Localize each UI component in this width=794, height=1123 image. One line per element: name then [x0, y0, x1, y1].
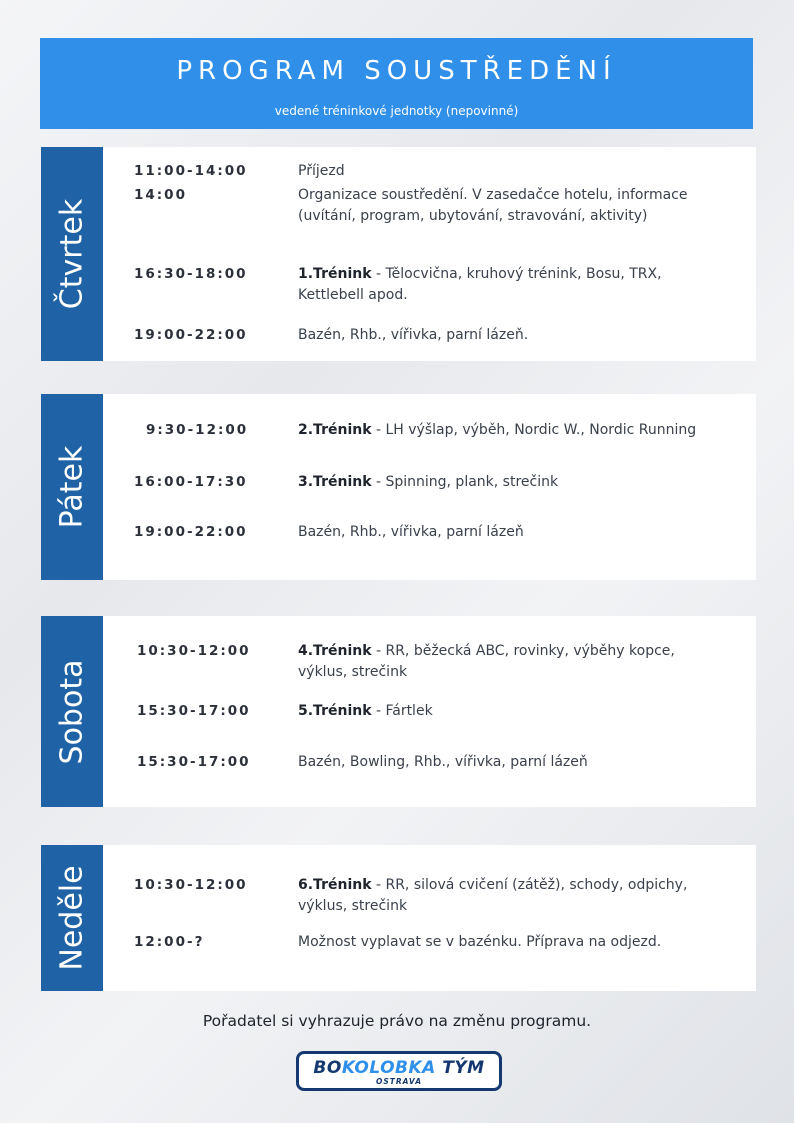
row-desc: 5.Trénink - Fártlek — [298, 703, 433, 719]
day-block-saturday — [41, 616, 756, 807]
day-tab — [41, 845, 103, 991]
row-desc: Organizace soustředění. V zasedačce hotelu, informace (uvítání, program, ubytování, stravování, aktivity) — [298, 187, 688, 224]
logo-subtitle: OSTRAVA — [375, 1077, 423, 1086]
bokolobka-logo — [296, 1051, 502, 1091]
day-tab — [41, 616, 103, 807]
row-time: 10:30-12:00 — [137, 643, 251, 659]
day-tab — [41, 394, 103, 580]
header-banner — [40, 38, 753, 129]
day-tab — [41, 147, 103, 361]
row-time: 19:00-22:00 — [134, 524, 248, 540]
day-block-thursday — [41, 147, 756, 361]
day-label: Neděle — [54, 865, 90, 971]
row-desc: Bazén, Rhb., vířivka, parní lázeň. — [298, 327, 529, 343]
row-desc: Možnost vyplavat se v bazénku. Příprava na odjezd. — [298, 934, 662, 950]
row-desc: Příjezd — [298, 163, 345, 179]
day-label: Čtvrtek — [54, 198, 90, 310]
row-desc: Bazén, Rhb., vířivka, parní lázeň — [298, 524, 524, 540]
day-label: Pátek — [54, 445, 90, 529]
page-title: PROGRAM SOUSTŘEDĚNÍ — [176, 56, 617, 86]
day-block-sunday — [41, 845, 756, 991]
row-time: 12:00-? — [134, 934, 205, 950]
day-label: Sobota — [54, 659, 90, 764]
day-block-friday — [41, 394, 756, 580]
row-desc: 2.Trénink - LH výšlap, výběh, Nordic W., Nordic Running — [298, 422, 697, 438]
row-desc: 4.Trénink - RR, běžecká ABC, rovinky, výběhy kopce, výklus, strečink — [298, 643, 675, 680]
row-desc: 3.Trénink - Spinning, plank, strečink — [298, 474, 559, 490]
row-time: 16:30-18:00 — [134, 266, 248, 282]
row-time: 19:00-22:00 — [134, 327, 248, 343]
row-desc: Bazén, Bowling, Rhb., vířivka, parní lázeň — [298, 754, 588, 770]
disclaimer-note: Pořadatel si vyhrazuje právo na změnu programu. — [202, 1012, 592, 1030]
page-subtitle: vedené tréninkové jednotky (nepovinné) — [274, 104, 519, 118]
row-desc: 1.Trénink - Tělocvična, kruhový trénink, Bosu, TRX, Kettlebell apod. — [298, 266, 662, 303]
row-time: 14:00 — [134, 187, 187, 203]
row-time: 11:00-14:00 — [134, 163, 248, 179]
row-time: 10:30-12:00 — [134, 877, 248, 893]
row-desc: 6.Trénink - RR, silová cvičení (zátěž), schody, odpichy, výklus, strečink — [298, 877, 688, 914]
row-time: 15:30-17:00 — [137, 754, 251, 770]
row-time: 16:00-17:30 — [134, 474, 248, 490]
logo-wordmark: BOKOLOBKA TÝM — [313, 1058, 485, 1078]
row-time: 9:30-12:00 — [146, 422, 249, 438]
row-time: 15:30-17:00 — [137, 703, 251, 719]
